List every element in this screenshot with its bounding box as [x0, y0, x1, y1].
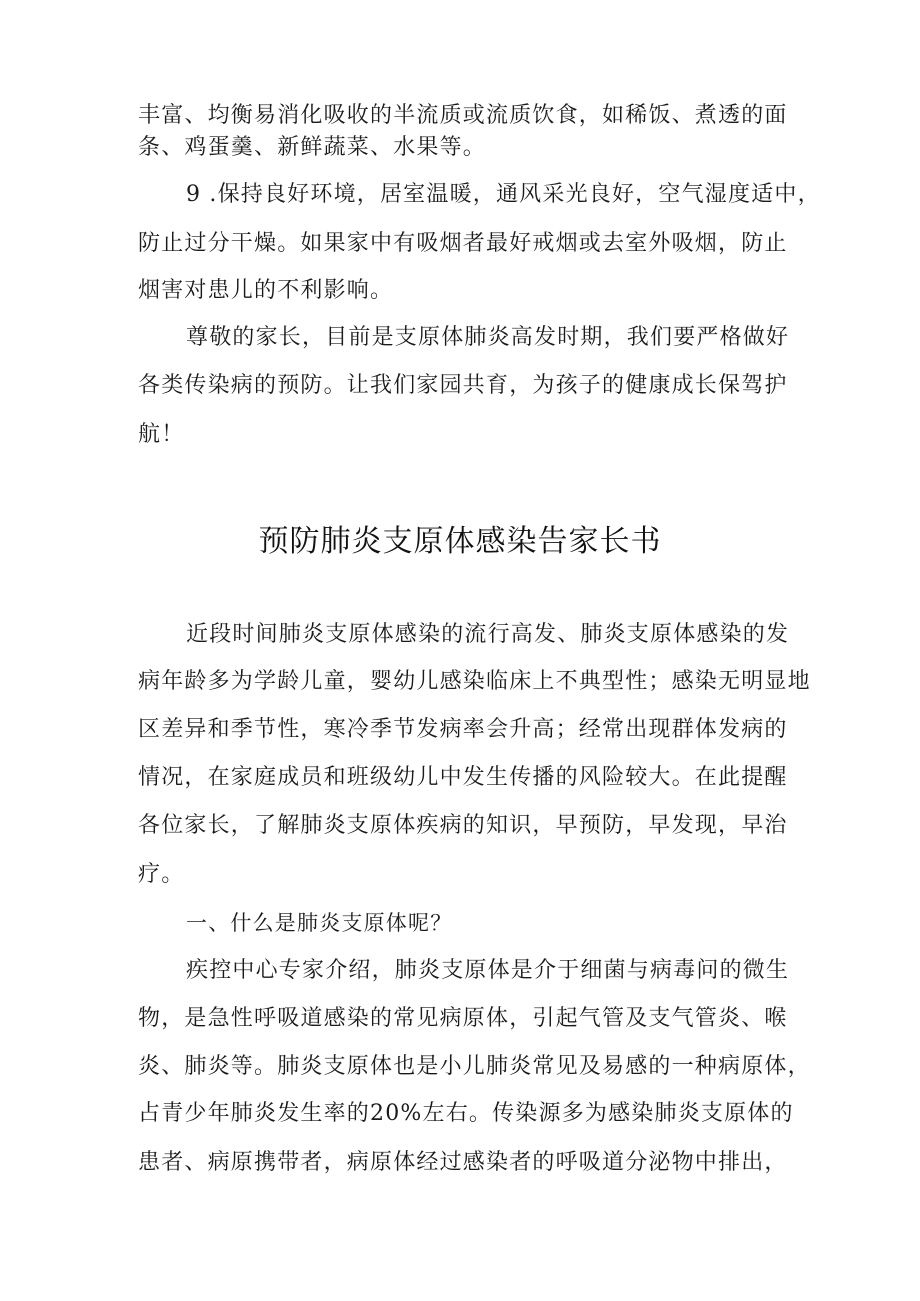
- paragraph-line: 患者、病原携带者，病原体经过感染者的呼吸道分泌物中排出，: [138, 1150, 788, 1175]
- paragraph-line: 疾控中心专家介绍，肺炎支原体是介于细菌与病毒问的微生: [186, 958, 790, 983]
- paragraph-line: 病年龄多为学龄儿童，婴幼儿感染临床上不典型性；感染无明显地: [138, 669, 811, 694]
- paragraph-line: 各位家长，了解肺炎支原体疾病的知识，早预防，早发现，早治: [138, 813, 788, 838]
- paragraph-line: 区差异和季节性，寒冷季节发病率会升高；经常出现群体发病的: [138, 717, 788, 742]
- paragraph-line: 占青少年肺炎发生率的20%左右。传染源多为感染肺炎支原体的: [138, 1101, 794, 1126]
- section-heading: 一、什么是肺炎支原体呢？: [186, 911, 453, 935]
- paragraph-line: 航！: [138, 422, 185, 447]
- paragraph-line: 情况，在家庭成员和班级幼儿中发生传播的风险较大。在此提醒: [138, 765, 788, 790]
- page-title: 预防肺炎支原体感染告家长书: [258, 524, 662, 559]
- paragraph-line: 物，是急性呼吸道感染的常见病原体，引起气管及支气管炎、喉: [138, 1006, 788, 1031]
- paragraph-line: 防止过分干燥。如果家中有吸烟者最好戒烟或去室外吸烟，防止: [138, 231, 788, 256]
- paragraph-line: 炎、肺炎等。肺炎支原体也是小儿肺炎常见及易感的一种病原体，: [138, 1054, 811, 1079]
- paragraph-line: 丰富、均衡易消化吸收的半流质或流质饮食，如稀饭、煮透的面: [138, 103, 788, 128]
- paragraph-line: 烟害对患儿的不利影响。: [138, 278, 394, 303]
- paragraph-line: 疗。: [138, 862, 185, 887]
- paragraph-line: 尊敬的家长，目前是支原体肺炎高发时期，我们要严格做好: [186, 325, 790, 350]
- paragraph-line: 9 .保持良好环境，居室温暖，通风采光良好，空气湿度适中，: [186, 182, 821, 207]
- paragraph-line: 各类传染病的预防。让我们家园共育，为孩子的健康成长保驾护: [138, 373, 788, 398]
- paragraph-line: 近段时间肺炎支原体感染的流行高发、肺炎支原体感染的发: [186, 622, 790, 647]
- paragraph-line: 条、鸡蛋羹、新鲜蔬菜、水果等。: [138, 135, 487, 160]
